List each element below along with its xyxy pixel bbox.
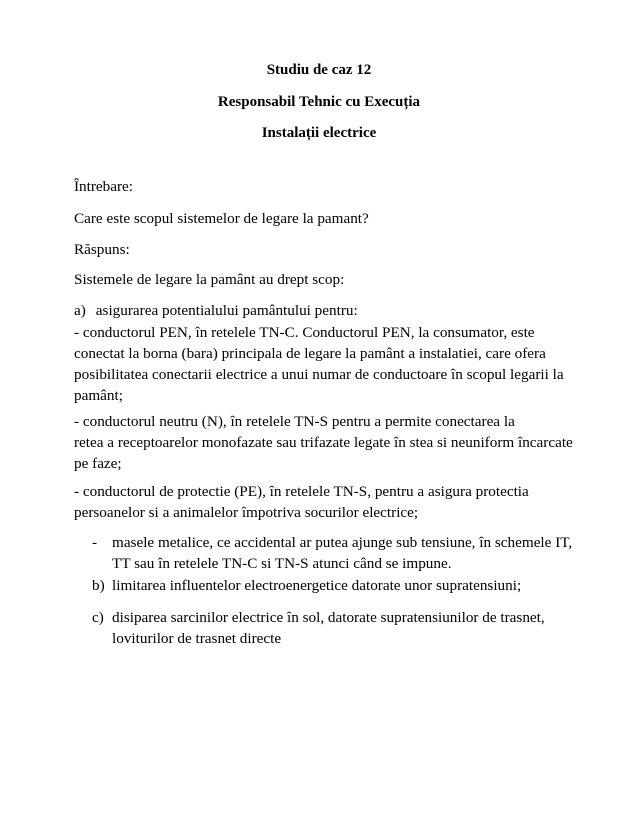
list-item-text: asigurarea potentialului pamântului pentru: xyxy=(95,302,358,319)
list-item-line: masele metalice, ce accidental ar putea ajunge sub tensiune, în schemele IT, xyxy=(112,534,573,551)
list-item-a xyxy=(74,301,564,321)
list-marker: b) xyxy=(92,577,105,594)
list-item-line: TT sau în retelele TN-C si TN-S atunci când se impune. xyxy=(112,555,452,572)
answer-intro: Sistemele de legare la pamânt au drept scop: xyxy=(74,271,345,288)
question-text: Care este scopul sistemelor de legare la pamant? xyxy=(74,210,369,227)
paragraph-line: - conductorul de protectie (PE), în retelele TN-S, pentru a asigura protectia xyxy=(74,483,529,500)
list-item-content xyxy=(112,575,568,596)
list-marker: c) xyxy=(92,609,104,626)
answer-label: Răspuns: xyxy=(74,241,130,258)
list-marker: a) xyxy=(74,302,86,319)
list-item-line: loviturilor de trasnet directe xyxy=(112,630,282,647)
paragraph-line: posibilitatea conectarii electrice a unui numar de conductoare în scopul legarii la xyxy=(74,366,564,383)
paragraph-line: - conductorul PEN, în retelele TN-C. Conductorul PEN, la consumator, este xyxy=(74,324,535,341)
paragraph-line: retea a receptoarelor monofazate sau trifazate legate în stea si neuniform încarcate xyxy=(74,434,573,451)
pe-conductor-paragraph xyxy=(74,481,566,523)
domain-title: Instalații electrice xyxy=(261,125,377,141)
role-title: Responsabil Tehnic cu Execuția xyxy=(217,94,421,110)
paragraph-line: pamânt; xyxy=(74,387,123,404)
case-study-title: Studiu de caz 12 xyxy=(266,62,372,78)
paragraph-line: pe faze; xyxy=(74,455,122,472)
list-item-line: limitarea influentelor electroenergetice datorate unor supratensiuni; xyxy=(112,577,522,594)
list-marker: - xyxy=(92,534,98,551)
paragraph-line: conectat la borna (bara) principala de legare la pamânt a instalatiei, care ofera xyxy=(74,345,546,362)
neutral-conductor-paragraph xyxy=(74,411,573,474)
list-item-line: disiparea sarcinilor electrice în sol, datorate supratensiunilor de trasnet, xyxy=(112,609,545,626)
question-label: Întrebare: xyxy=(74,178,134,195)
paragraph-line: - conductorul neutru (N), în retelele TN-S pentru a permite conectarea la xyxy=(74,413,515,430)
paragraph-line: persoanelor si a animalelor împotriva socurilor electrice; xyxy=(74,504,419,521)
pen-conductor-paragraph xyxy=(74,322,566,406)
list-item-content xyxy=(112,532,573,574)
list-item-content xyxy=(112,607,568,649)
